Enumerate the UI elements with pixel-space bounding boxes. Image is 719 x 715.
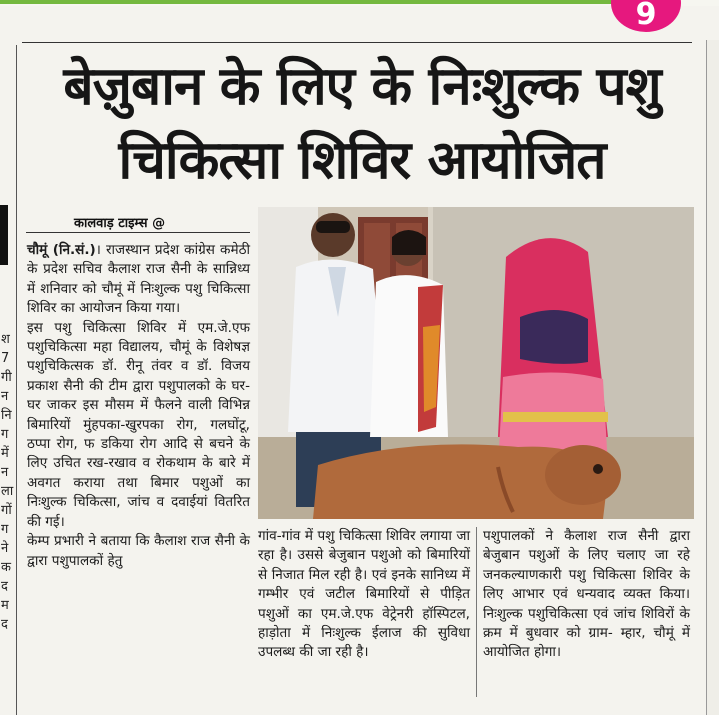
article-column-3-text: पशुपालकों ने कैलाश राज सैनी द्वारा बेजुबान पशुओं के लिए चलाए जा रहे जनकल्याणकारी पशु चिकित्सा शिविर के लिए आभार एवं धन्यवाद व्यक्त किया। निःशुल्क पशुचिकित्सा एवं जांच शिविरों के क्रम में बुधवार को ग्राम- म्हार, चौमूं में आयोजित होगा।	[483, 528, 690, 661]
article-paragraph-1-text: । राजस्थान प्रदेश कांग्रेस कमेठी के प्रदेश सचिव कैलाश राज सैनी के सान्निध्य में शनिवार को चौमूं में निःशुल्क पशु चिकित्सा शिविर का आयोजन किया गया।	[27, 242, 250, 317]
adjacent-heading-fragment	[0, 205, 8, 265]
adjacent-glyph: ग	[1, 427, 9, 442]
adjacent-glyph: में	[1, 446, 9, 461]
dateline: चौमूं (नि.सं.)	[27, 242, 96, 258]
column-divider	[476, 527, 477, 697]
article-column-3	[483, 527, 690, 663]
header-rule	[22, 42, 692, 43]
adjacent-glyph: न	[1, 465, 9, 480]
page-number-badge: 9	[611, 0, 681, 32]
adjacent-text-fragment	[1, 330, 17, 634]
adjacent-glyph: म	[1, 598, 9, 613]
headline-line-2: चिकित्सा शिविर आयोजित	[118, 130, 606, 191]
article-paragraph-1	[27, 241, 250, 319]
article-paragraph-2: इस पशु चिकित्सा शिविर में एम.जे.एफ पशुचिकित्सा महा विद्यालय, चौमूं के विशेषज्ञ पशुचिकित्सक डॉ. रीनू तंवर व डॉ. विजय प्रकाश सैनी की टीम द्वारा पशुपालको के घर-घर जाकर इस मौसम में फैलने वाली विभिन्न बिमारियों मुंहपका-खुरपका रोग, गलघोंटू, ठप्पा रोग, फ डकिया रोग आदि से बचने के लिए उचित रख-रखाव व रोकथाम के बारे में अवगत कराया तथा बिमार पशुओं का निःशुल्क चिकित्सा, जांच व दवाईयां वितरित की गई।	[27, 319, 250, 530]
adjacent-glyph: गों	[1, 503, 12, 518]
adjacent-glyph: 7	[1, 351, 10, 366]
headline	[20, 50, 704, 198]
adjacent-glyph: श	[1, 332, 10, 347]
byline-rule	[26, 232, 250, 233]
adjacent-glyph: गी	[1, 370, 12, 385]
section-color-bar	[0, 0, 618, 4]
article-column-2	[258, 527, 470, 663]
news-photo	[258, 207, 694, 519]
adjacent-column-fragment	[0, 45, 17, 715]
headline-line-1: बेज़ुबान के लिए के निःशुल्क पशु	[63, 56, 661, 117]
adjacent-glyph: द	[1, 617, 8, 632]
article-paragraph-3: केम्प प्रभारी ने बताया कि कैलाश राज सैनी के द्वारा पशुपालकों हेतु	[27, 533, 250, 569]
page-right-margin	[706, 40, 719, 715]
adjacent-glyph: द	[1, 579, 8, 594]
article-column-2-text: गांव-गांव में पशु चिकित्सा शिविर लगाया जा रहा है। उससे बेजुबान पशुओ को बिमारियों से निजात मिल रही है। एवं इनके सानिध्य में गम्भीर एवं जटील बिमारियों से पीड़ित पशुओं का एम.जे.एफ वेट्रेनरी हॉस्पिटल, हाड़ोता में निःशुल्क ईलाज की सुविधा उपलब्ध की जा रही है।	[258, 528, 470, 661]
adjacent-glyph: नि	[1, 408, 12, 423]
adjacent-glyph: न	[1, 389, 9, 404]
adjacent-glyph: ग	[1, 522, 9, 537]
byline: कालवाड़ टाइम्स @	[74, 216, 166, 231]
adjacent-glyph: ने	[1, 541, 9, 556]
adjacent-glyph: क	[1, 560, 11, 575]
adjacent-glyph: ला	[1, 484, 14, 499]
news-photo-illustration	[258, 207, 694, 519]
article-column-1	[27, 241, 250, 571]
